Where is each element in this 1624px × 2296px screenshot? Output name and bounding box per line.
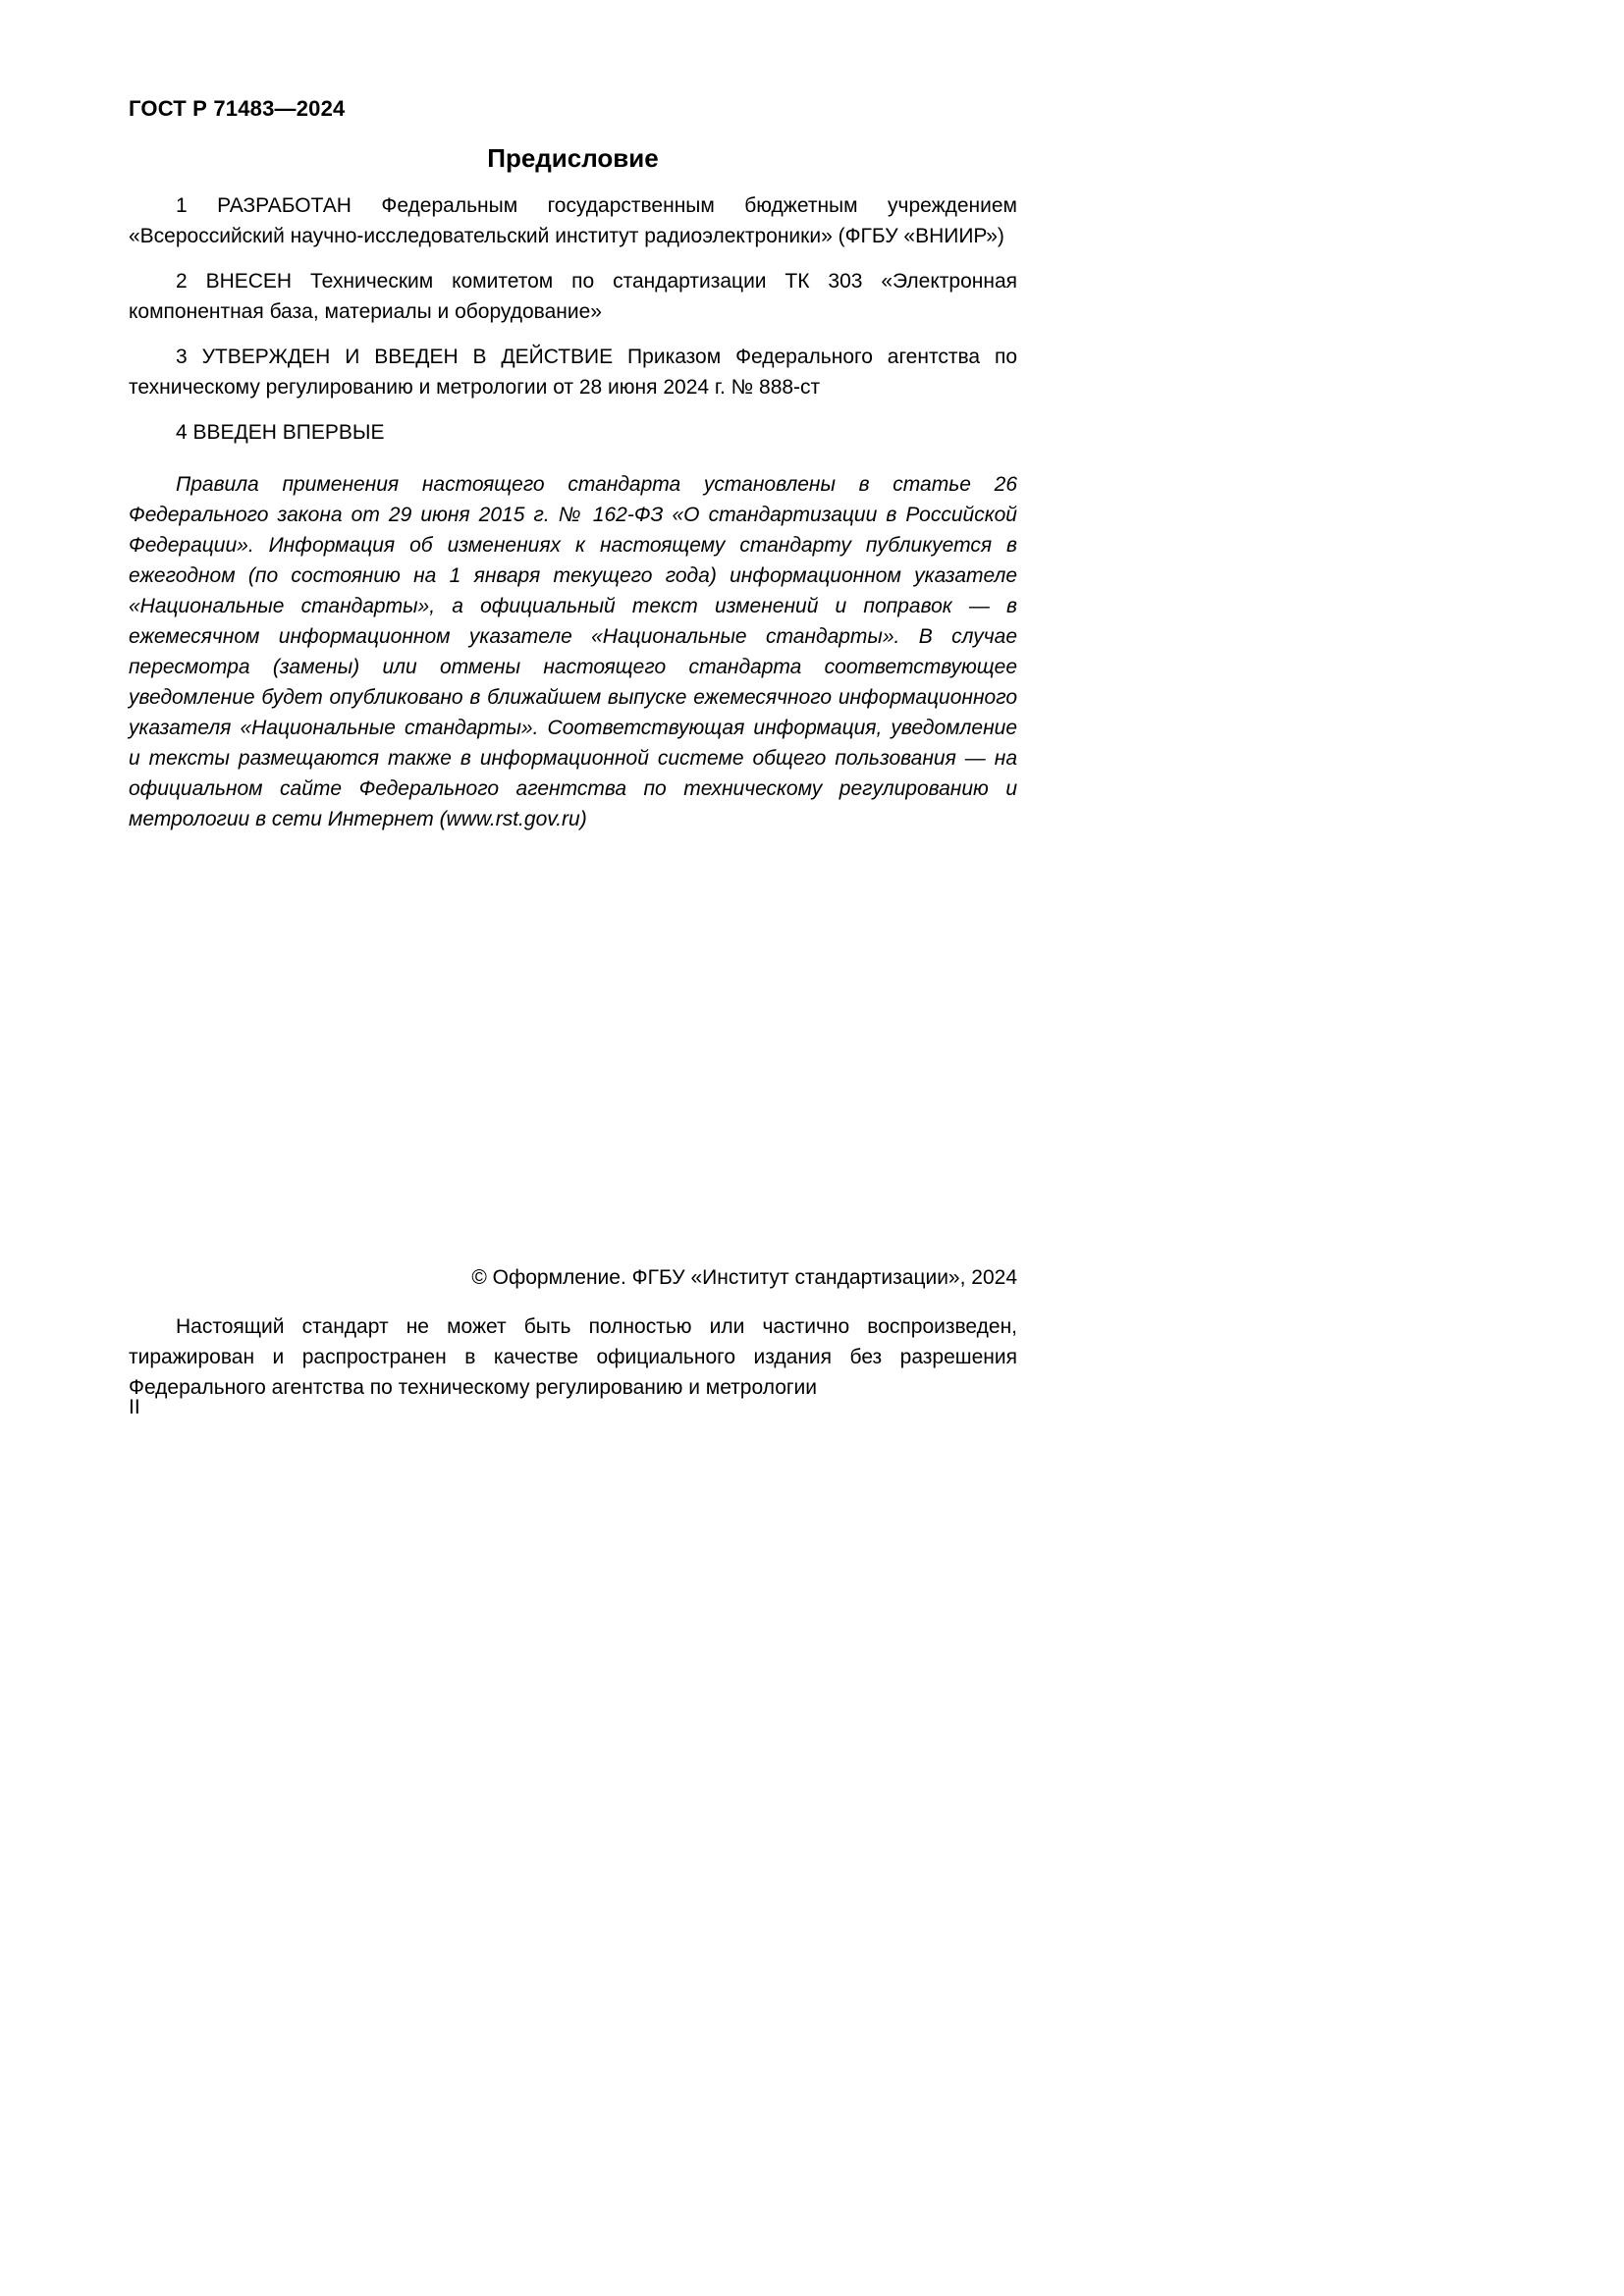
doc-code: ГОСТ Р 71483—2024 bbox=[129, 96, 346, 121]
clause-developed: 1 РАЗРАБОТАН Федеральным государственным бюджетным учреждением «Всероссийский научно-исследовательский институт радиоэлектроники» (ФГБУ «ВНИИР») bbox=[129, 194, 1017, 247]
clause-introduced-first-time: 4 ВВЕДЕН ВПЕРВЫЕ bbox=[176, 421, 385, 444]
clause-approved: 3 УТВЕРЖДЕН И ВВЕДЕН В ДЕЙСТВИЕ Приказом Федерального агентства по техническому регулированию и метрологии от 28 июня 2024 г. № 888-ст bbox=[129, 346, 1017, 399]
page-number: II bbox=[129, 1396, 140, 1418]
distribution-note: Настоящий стандарт не может быть полностью или частично воспроизведен, тиражирован и распространен в качестве официального издания без разрешения Федерального агентства по техническому регулированию и метрологии bbox=[129, 1315, 1017, 1399]
copyright-line: © Оформление. ФГБУ «Институт стандартизации», 2024 bbox=[471, 1266, 1017, 1289]
application-rules-note: Правила применения настоящего стандарта установлены в статье 26 Федерального закона от 29 июня 2015 г. № 162-ФЗ «О стандартизации в Российской Федерации». Информация об изменениях к настоящему стандарту публикуется в ежегодном (по состоянию на 1 января текущего года) информационном указателе «Национальные стандарты», а официальный текст изменений и поправок — в ежемесячном информационном указателе «Национальные стандарты». В случае пересмотра (замены) или отмены настоящего стандарта соответствующее уведомление будет опубликовано в ближайшем выпуске ежемесячного информационного указателя «Национальные стандарты». Соответствующая информация, уведомление и тексты размещаются также в информационной системе общего пользования — на официальном сайте Федерального агентства по техническому регулированию и метрологии в сети Интернет (www.rst.gov.ru) bbox=[129, 473, 1017, 830]
clause-submitted: 2 ВНЕСЕН Техническим комитетом по стандартизации ТК 303 «Электронная компонентная база, материалы и оборудование» bbox=[129, 270, 1017, 323]
page-title: Предисловие bbox=[487, 143, 659, 173]
foreword-clauses bbox=[129, 190, 1017, 462]
